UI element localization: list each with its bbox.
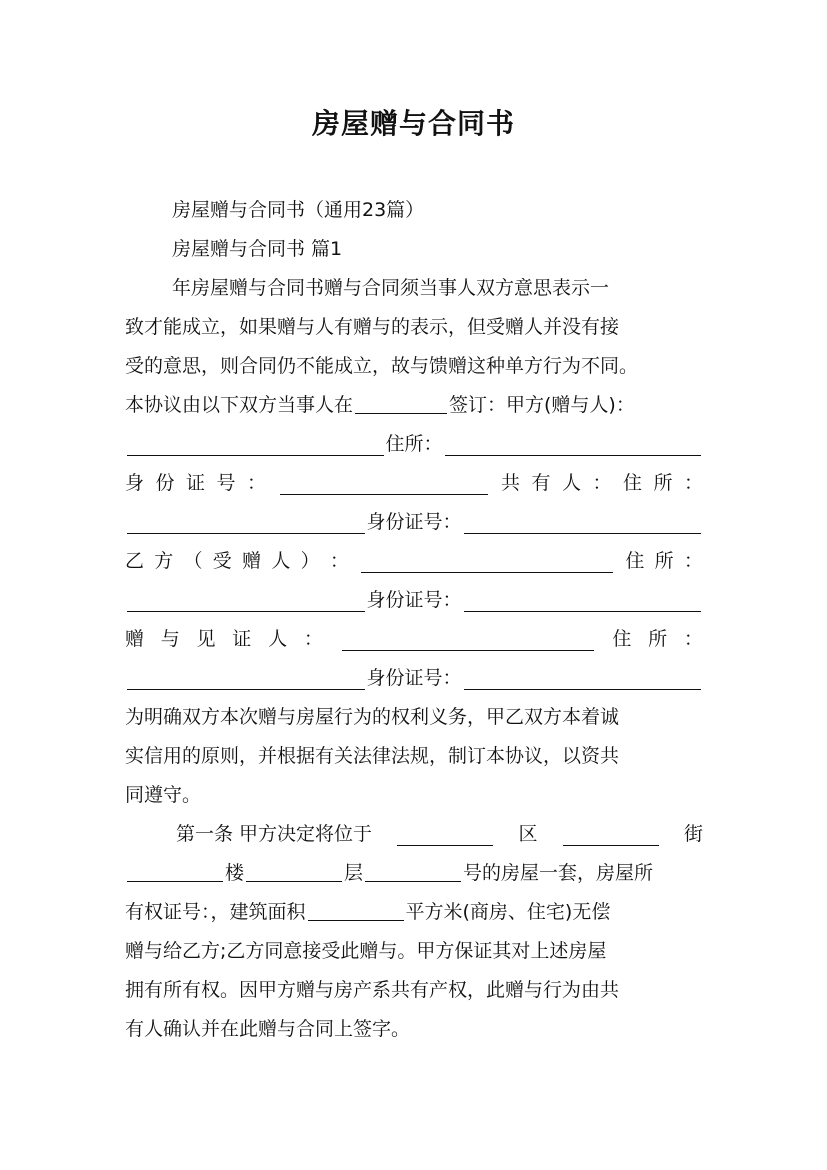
- id-label: 身份证号：: [366, 589, 462, 611]
- partyA-address-line: [125, 425, 703, 463]
- article1-line-5: 拥有所有权。因甲方赠与房产系共有产权，此赠与行为由共: [125, 979, 620, 1001]
- coowner-label-char: 有: [531, 472, 551, 494]
- article1-line-3: [125, 893, 703, 931]
- address-label-char: 所: [653, 472, 673, 494]
- address-label-char: 住: [625, 550, 645, 572]
- blank-area: [308, 898, 404, 921]
- agreement-prefix: 本协议由以下双方当事人在: [125, 394, 354, 416]
- article1-line-1: [176, 815, 703, 853]
- id-label-char: 身: [125, 472, 145, 494]
- section-heading: 房屋赠与合同书 篇1: [172, 238, 343, 260]
- address-label-char: 所: [654, 550, 674, 572]
- id-label-char: 号: [216, 472, 236, 494]
- blank-witness-name: [342, 628, 594, 651]
- witness-line: [125, 620, 703, 658]
- coowner-label-char: 人: [561, 472, 581, 494]
- blank-partyB-id: [464, 589, 702, 612]
- blank-district: [563, 823, 659, 846]
- blank-location: [397, 823, 493, 846]
- id-label-char: 份: [155, 472, 175, 494]
- blank-partyA-address: [445, 433, 702, 456]
- partyB-id-line: [125, 581, 703, 619]
- id-label-char: 证: [186, 472, 206, 494]
- partyB-label-char: 受: [212, 550, 232, 572]
- partyB-line: [125, 542, 703, 580]
- blank-coowner-id: [464, 511, 702, 534]
- witness-label-char: 见: [196, 628, 216, 650]
- witness-id-line: [125, 659, 703, 697]
- coowner-id-line: [125, 503, 703, 541]
- blank-partyA-name: [127, 433, 384, 456]
- witness-label-char: 证: [232, 628, 252, 650]
- house-text: 号的房屋一套，房屋所: [463, 862, 654, 884]
- document-title: 房屋赠与合同书: [311, 107, 515, 140]
- partyB-label-char: 乙: [125, 550, 145, 572]
- district-label: 区: [518, 823, 538, 845]
- blank-partyB-address: [127, 589, 365, 612]
- address-label-char: 住: [612, 628, 632, 650]
- blank-place: [355, 391, 447, 414]
- intro-line-2: 致才能成立，如果赠与人有赠与的表示，但受赠人并没有接: [125, 316, 620, 338]
- address-label-char: ：: [683, 628, 703, 650]
- partyB-label-char: 赠: [242, 550, 262, 572]
- article1-head: 第一条 甲方决定将位于: [176, 823, 373, 845]
- partyB-label-char: ：: [329, 550, 349, 572]
- partyB-label-char: （: [183, 550, 203, 572]
- blank-witness-address: [127, 667, 365, 690]
- id-label: 身份证号：: [366, 511, 462, 533]
- witness-label-char: 与: [160, 628, 180, 650]
- partyB-label-char: 方: [154, 550, 174, 572]
- article1-line-2: [125, 854, 703, 892]
- address-label-char: 住: [622, 472, 642, 494]
- article1-line-6: 有人确认并在此赠与合同上签字。: [125, 1018, 411, 1040]
- address-label-char: ：: [683, 550, 703, 572]
- witness-label-char: ：: [303, 628, 323, 650]
- cert-text: 有权证号：，建筑面积: [125, 901, 306, 923]
- address-label-char: ：: [683, 472, 703, 494]
- blank-witness-id: [464, 667, 702, 690]
- address-label-char: 所: [648, 628, 668, 650]
- witness-label-char: 人: [268, 628, 288, 650]
- agreement-line: [125, 386, 703, 424]
- building-label: 楼: [225, 862, 245, 884]
- blank-partyA-id: [280, 472, 488, 495]
- partyA-id-line: [125, 464, 703, 502]
- article1-line-4: 赠与给乙方;乙方同意接受此赠与。甲方保证其对上述房屋: [125, 940, 607, 962]
- purpose-line-2: 实信用的原则，并根据有关法律法规，制订本协议，以资共: [125, 745, 620, 767]
- partyB-label-char: ）: [300, 550, 320, 572]
- floor-label: 层: [344, 862, 364, 884]
- partyB-label-char: 人: [271, 550, 291, 572]
- area-text: 平方米(商房、住宅)无偿: [405, 901, 611, 923]
- id-label: 身份证号：: [366, 667, 462, 689]
- address-label: 住所：: [385, 433, 443, 455]
- intro-line-3: 受的意思，则合同仍不能成立，故与馈赠这种单方行为不同。: [125, 355, 639, 377]
- street-label: 街: [683, 823, 703, 845]
- blank-coowner-address: [127, 511, 365, 534]
- purpose-line-1: 为明确双方本次赠与房屋行为的权利义务，甲乙双方本着诚: [125, 706, 620, 728]
- blank-floor: [365, 859, 461, 882]
- subtitle: 房屋赠与合同书（通用23篇）: [172, 199, 425, 221]
- blank-building: [246, 859, 342, 882]
- blank-partyB-name: [361, 550, 613, 573]
- purpose-line-3: 同遵守。: [125, 784, 202, 806]
- coowner-label-char: ：: [592, 472, 612, 494]
- agreement-suffix: 签订：甲方(赠与人)：: [449, 394, 635, 416]
- witness-label-char: 赠: [125, 628, 145, 650]
- coowner-label-char: 共: [500, 472, 520, 494]
- blank-street: [127, 859, 223, 882]
- intro-line-1: 年房屋赠与合同书赠与合同须当事人双方意思表示一: [172, 277, 610, 299]
- id-label-char: ：: [247, 472, 267, 494]
